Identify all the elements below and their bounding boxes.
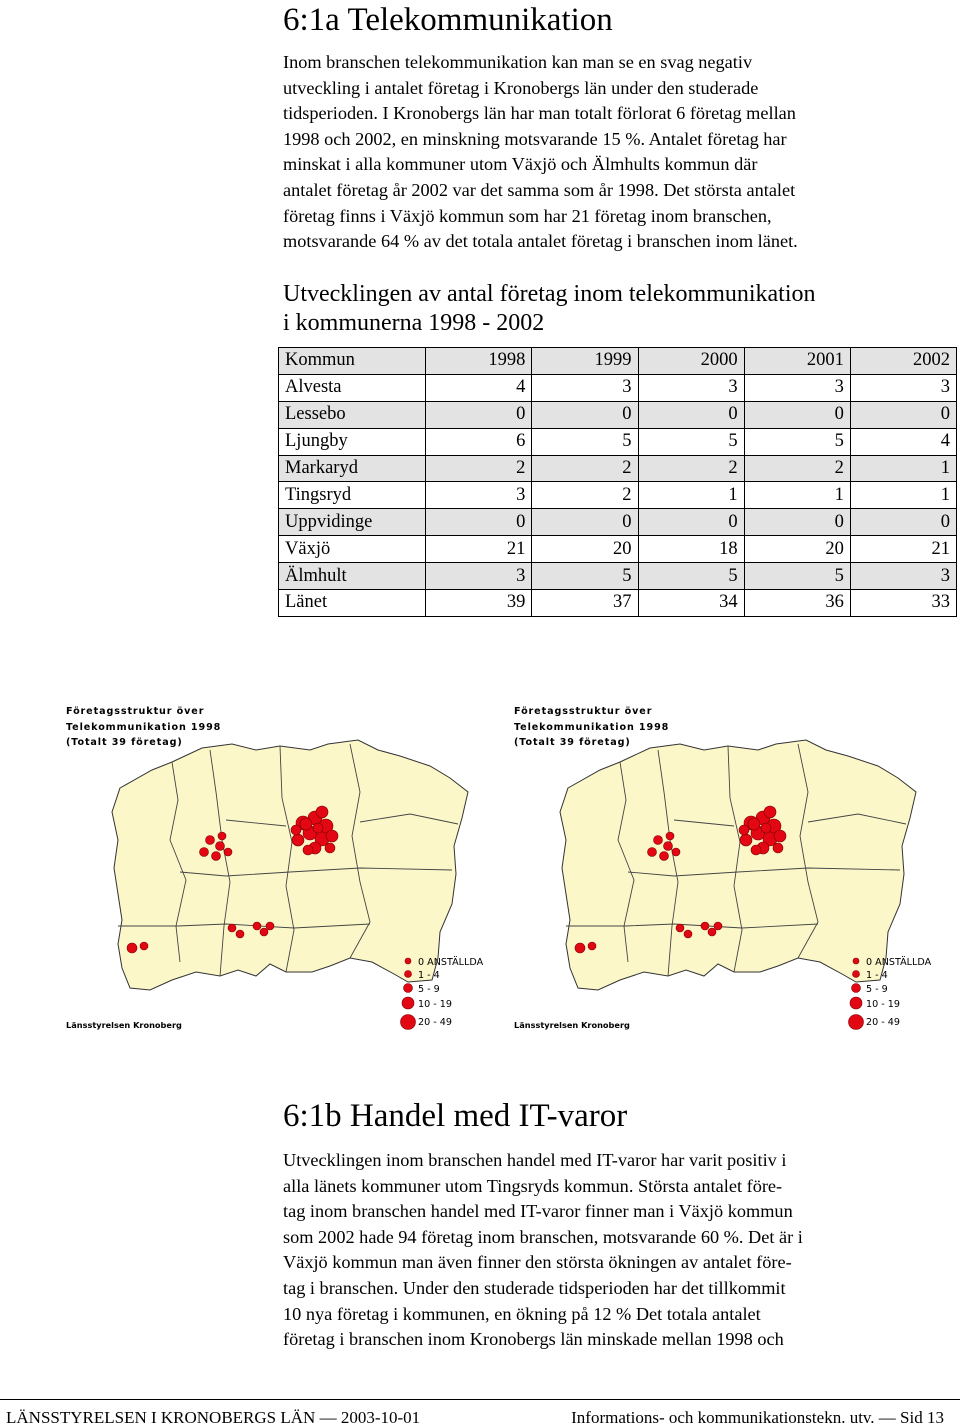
table-cell-value: 5 (532, 563, 638, 590)
table-cell-value: 2 (532, 482, 638, 509)
company-dot (773, 843, 783, 853)
company-dot (127, 943, 137, 953)
company-dot (664, 842, 673, 851)
company-dot (140, 942, 148, 950)
company-dot (740, 834, 752, 846)
table-cell-value: 0 (638, 509, 744, 536)
company-dot (212, 852, 221, 861)
legend-label: 20 - 49 (418, 1017, 452, 1028)
paragraph-line: alla länets kommuner utom Tingsryds kommun. Största antalet före- (283, 1175, 783, 1196)
map-regions (112, 740, 468, 990)
table-row (279, 428, 957, 455)
legend-dot (404, 984, 413, 993)
table-cell-value: 5 (744, 563, 850, 590)
section-paragraph (283, 1148, 951, 1353)
table-cell-value: 39 (426, 590, 532, 617)
company-dot (266, 922, 274, 930)
paragraph-line: Växjö kommun man även finner den största ökningen av antalet före- (283, 1252, 792, 1273)
company-dot (300, 818, 312, 830)
paragraph-line: som 2002 hade 94 företag inom branschen, motsvarande 60 %. Det är i (283, 1226, 803, 1247)
company-dot (291, 825, 301, 835)
paragraph-line: Utvecklingen inom branschen handel med IT-varor har varit positiv i (283, 1150, 787, 1170)
legend-dot (405, 958, 411, 964)
company-dot (764, 806, 776, 818)
table-cell-value: 0 (850, 401, 956, 428)
intro-paragraph (283, 50, 951, 255)
company-dot (660, 852, 669, 861)
table-cell-value: 34 (638, 590, 744, 617)
legend-label: 5 - 9 (418, 984, 440, 995)
table-row (279, 590, 957, 617)
table-cell-value: 0 (532, 509, 638, 536)
company-dot (228, 924, 236, 932)
paragraph-line: antalet företag år 2002 var det samma som år 1998. Det största antalet (283, 179, 796, 200)
company-dot (216, 842, 225, 851)
company-dot (654, 836, 663, 845)
table-cell-label: Markaryd (279, 455, 426, 482)
legend-dot (852, 984, 861, 993)
company-dot (575, 943, 585, 953)
map-title-line: Företagsstruktur över (514, 706, 653, 717)
table-cell-label: Växjö (279, 536, 426, 563)
paragraph-line: företag finns i Växjö kommun som har 21 företag inom branschen, (283, 205, 772, 226)
table-body (279, 348, 957, 617)
company-dot (666, 832, 674, 840)
table-cell-value: 3 (638, 374, 744, 401)
table-row (279, 509, 957, 536)
map-title-line: Telekommunikation 1998 (66, 721, 222, 733)
table-row (279, 374, 957, 401)
company-dot (714, 922, 722, 930)
map-title-line: (Totalt 39 företag) (66, 737, 183, 748)
company-dot (206, 836, 215, 845)
table-cell-value: 2 (532, 455, 638, 482)
legend-label: 0 ANSTÄLLDA (866, 957, 932, 968)
legend-dot (850, 997, 862, 1009)
map-credit: Länsstyrelsen Kronoberg (66, 1020, 182, 1030)
table-cell-value: 2 (744, 455, 850, 482)
company-dot (218, 832, 226, 840)
legend-label: 0 ANSTÄLLDA (418, 957, 484, 968)
table-cell-value: 0 (532, 401, 638, 428)
table-cell-label: Älmhult (279, 563, 426, 590)
table-cell-label: Länet (279, 590, 426, 617)
legend-label: 20 - 49 (866, 1017, 900, 1028)
company-dot (751, 845, 761, 855)
paragraph-line: Inom branschen telekommunikation kan man se en svag negativ (283, 52, 753, 72)
table-cell-value: 4 (850, 428, 956, 455)
company-dot (774, 830, 786, 842)
paragraph-line: tidsperioden. I Kronobergs län har man totalt förlorat 6 företag mellan (283, 103, 796, 124)
table-cell-value: 3 (532, 374, 638, 401)
table-cell-value: 1 (850, 455, 956, 482)
legend-dot (849, 1015, 864, 1030)
table-row (279, 401, 957, 428)
company-dot (316, 806, 328, 818)
table-cell-value: 21 (426, 536, 532, 563)
table-cell-label: Lessebo (279, 401, 426, 428)
table-cell-value: 0 (850, 509, 956, 536)
table-cell-value: 1 (744, 482, 850, 509)
section-heading: 6:1b Handel med IT-varor (283, 1098, 628, 1134)
table-cell-value: 20 (744, 536, 850, 563)
table-header-row (279, 348, 957, 375)
table-cell-value: 2002 (850, 348, 956, 375)
company-dot (761, 823, 771, 833)
company-dot (236, 930, 244, 938)
map-credit: Länsstyrelsen Kronoberg (514, 1020, 630, 1030)
paragraph-line: tag inom branschen handel med IT-varor finner man i Växjö kommun (283, 1201, 793, 1222)
company-dot (748, 818, 760, 830)
section-heading: 6:1a Telekommunikation (283, 2, 613, 38)
table-cell-value: 3 (744, 374, 850, 401)
footer-right: Informations- och kommunikationstekn. utv. — Sid 13 (571, 1408, 944, 1427)
table-cell-value: 3 (850, 374, 956, 401)
company-dot (326, 830, 338, 842)
footer-left: LÄNSSTYRELSEN I KRONOBERGS LÄN — 2003-10-01 (6, 1408, 421, 1427)
paragraph-line: tag i branschen. Under den studerade tidsperioden har det tillkommit (283, 1277, 786, 1298)
company-dot (588, 942, 596, 950)
company-dot (303, 845, 313, 855)
map-title-line: Telekommunikation 1998 (514, 721, 670, 733)
table-row (279, 563, 957, 590)
company-dot (672, 848, 680, 856)
paragraph-line: motsvarande 64 % av det totala antalet företag i branschen inom länet. (283, 231, 798, 252)
paragraph-line: 10 nya företag i kommunen, en ökning på 12 % Det totala antalet (283, 1303, 761, 1324)
legend-dot (853, 971, 860, 978)
table-cell-value: 21 (850, 536, 956, 563)
legend-dot (405, 971, 412, 978)
company-structure-map (508, 700, 948, 1040)
table-cell-value: 1 (850, 482, 956, 509)
company-dot (676, 924, 684, 932)
table-cell-value: 5 (638, 563, 744, 590)
company-dot (260, 928, 268, 936)
page-footer (0, 1399, 960, 1427)
map-regions (560, 740, 916, 990)
company-dot (200, 848, 209, 857)
table-cell-value: 36 (744, 590, 850, 617)
table-cell-label: Tingsryd (279, 482, 426, 509)
legend-dot (401, 1015, 416, 1030)
legend-label: 5 - 9 (866, 984, 888, 995)
company-dot (684, 930, 692, 938)
legend-label: 10 - 19 (866, 999, 900, 1010)
table-cell-value: 1999 (532, 348, 638, 375)
paragraph-line: utveckling i antalet företag i Kronobergs län under den studerade (283, 77, 759, 98)
table-cell-value: 3 (850, 563, 956, 590)
paragraph-line: 1998 och 2002, en minskning motsvarande 15 %. Antalet företag har (283, 128, 787, 149)
table-title-line: Utvecklingen av antal företag inom telekommunikation (283, 281, 816, 307)
company-dot (292, 834, 304, 846)
company-dot (701, 922, 709, 930)
table-cell-label: Alvesta (279, 374, 426, 401)
table-cell-value: 5 (638, 428, 744, 455)
table-cell-value: 5 (532, 428, 638, 455)
table-cell-value: 1998 (426, 348, 532, 375)
table-cell-value: 0 (744, 401, 850, 428)
table-cell-value: 33 (850, 590, 956, 617)
table-cell-value: 0 (744, 509, 850, 536)
table-cell-value: 20 (532, 536, 638, 563)
company-dot (253, 922, 261, 930)
legend-dot (402, 997, 414, 1009)
company-dot (313, 823, 323, 833)
table-row (279, 536, 957, 563)
table-cell-value: 2 (426, 455, 532, 482)
paragraph-line: företag i branschen inom Kronobergs län minskade mellan 1998 och (283, 1329, 784, 1350)
company-dot (708, 928, 716, 936)
table-cell-value: 18 (638, 536, 744, 563)
table-title (283, 280, 816, 338)
company-dot (325, 843, 335, 853)
table-cell-label: Kommun (279, 348, 426, 375)
table-row (279, 455, 957, 482)
paragraph-line: minskat i alla kommuner utom Växjö och Älmhults kommun där (283, 154, 758, 175)
legend-label: 10 - 19 (418, 999, 452, 1010)
table-row (279, 482, 957, 509)
table-cell-value: 3 (426, 482, 532, 509)
table-title-line: i kommunerna 1998 - 2002 (283, 310, 545, 336)
legend-label: 1 - 4 (418, 970, 440, 981)
company-count-table (278, 347, 957, 617)
table-cell-value: 0 (426, 509, 532, 536)
table-cell-value: 37 (532, 590, 638, 617)
table-cell-value: 5 (744, 428, 850, 455)
table-cell-value: 6 (426, 428, 532, 455)
table-cell-value: 3 (426, 563, 532, 590)
table-cell-value: 2001 (744, 348, 850, 375)
table-cell-value: 0 (426, 401, 532, 428)
table-cell-label: Ljungby (279, 428, 426, 455)
company-dot (224, 848, 232, 856)
table-cell-value: 2000 (638, 348, 744, 375)
table-cell-value: 0 (638, 401, 744, 428)
company-dot (648, 848, 657, 857)
map-title-line: Företagsstruktur över (66, 706, 205, 717)
company-structure-map (60, 700, 500, 1040)
table-cell-value: 2 (638, 455, 744, 482)
table-cell-value: 4 (426, 374, 532, 401)
legend-label: 1 - 4 (866, 970, 888, 981)
table-cell-label: Uppvidinge (279, 509, 426, 536)
table-cell-value: 1 (638, 482, 744, 509)
company-dot (739, 825, 749, 835)
legend-dot (853, 958, 859, 964)
map-title-line: (Totalt 39 företag) (514, 737, 631, 748)
